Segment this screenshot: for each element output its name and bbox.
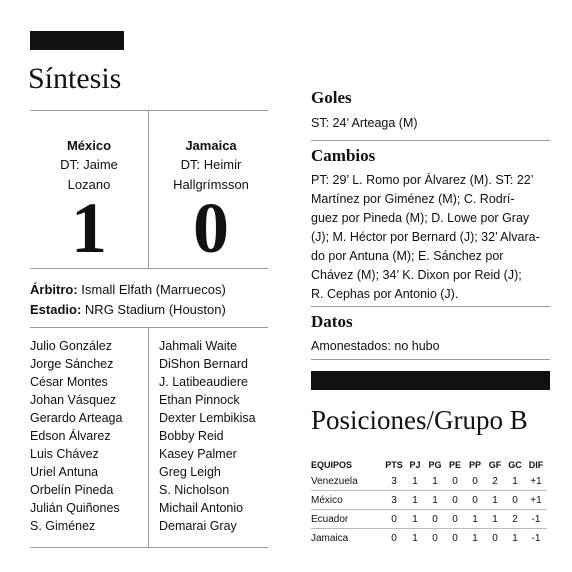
- standings-title: Posiciones/Grupo B: [311, 405, 528, 435]
- player-name: S. Nicholson: [159, 483, 230, 497]
- player-name: Michail Antonio: [159, 501, 244, 515]
- away-score: 0: [193, 188, 229, 268]
- table-row: [311, 510, 547, 529]
- table-cell: 1: [512, 475, 518, 487]
- player-name: Edson Álvarez: [30, 429, 111, 443]
- table-row: [311, 491, 547, 510]
- divider: [30, 327, 268, 328]
- subs-line: R. Cephas por Antonio (J).: [311, 287, 459, 301]
- subs-line: do por Antuna (M); E. Sánchez por: [311, 249, 504, 263]
- table-cell: 0: [505, 491, 525, 510]
- table-cell: 1: [505, 529, 525, 548]
- subs-line: (J); M. Héctor por Bernard (J); 32’ Alvara-: [311, 230, 540, 244]
- divider: [30, 547, 268, 548]
- referee-label: Árbitro:: [30, 282, 78, 297]
- table-cell: Venezuela: [311, 475, 358, 487]
- table-cell: 1: [485, 510, 505, 529]
- divider: [148, 327, 149, 547]
- player-name: Gerardo Arteaga: [30, 411, 123, 425]
- table-cell: 1: [432, 475, 438, 487]
- column-header: GC: [508, 460, 522, 470]
- player-name: Julio González: [30, 339, 112, 353]
- home-team-name: México: [66, 138, 112, 153]
- subs-text: [311, 171, 556, 304]
- section-bar-right: [311, 371, 550, 390]
- table-cell: 1: [425, 491, 445, 510]
- table-cell: 2: [505, 510, 525, 529]
- player-name: S. Giménez: [30, 519, 96, 533]
- column-header: PJ: [409, 460, 421, 470]
- data-heading: Datos: [311, 312, 353, 331]
- player-name: Jorge Sánchez: [30, 357, 114, 371]
- match-info: [30, 280, 270, 320]
- player-name: Demarai Gray: [159, 519, 237, 533]
- table-cell: 1: [465, 510, 485, 529]
- table-cell: 0: [452, 475, 458, 487]
- home-coach: Lozano: [67, 177, 111, 192]
- table-cell: 0: [383, 529, 405, 548]
- stadium-label: Estadio:: [30, 302, 82, 317]
- table-row: [311, 529, 547, 548]
- table-cell: 1: [465, 529, 485, 548]
- table-cell: 0: [485, 529, 505, 548]
- table-cell: +1: [525, 491, 547, 510]
- divider: [30, 110, 268, 111]
- divider: [311, 359, 550, 360]
- table-cell: 0: [445, 510, 465, 529]
- table-cell: 0: [445, 529, 465, 548]
- table-cell: 0: [472, 475, 478, 487]
- player-name: J. Latibeaudiere: [159, 375, 248, 389]
- goals-heading: Goles: [311, 88, 352, 107]
- table-cell: 1: [485, 491, 505, 510]
- column-header: GF: [488, 460, 502, 470]
- table-cell: Jamaica: [311, 529, 383, 548]
- table-cell: 3: [391, 475, 397, 487]
- player-name: Ethan Pinnock: [159, 393, 240, 407]
- player-name: Jahmali Waite: [159, 339, 238, 353]
- table-cell: 0: [445, 491, 465, 510]
- divider: [311, 306, 550, 307]
- synthesis-title: Síntesis: [28, 62, 122, 95]
- player-name: Greg Leigh: [159, 465, 221, 479]
- player-name: Bobby Reid: [159, 429, 224, 443]
- table-cell: 1: [412, 475, 418, 487]
- player-name: Orbelín Pineda: [30, 483, 114, 497]
- column-header: PE: [448, 460, 461, 470]
- column-header: PP: [468, 460, 481, 470]
- table-cell: 2: [492, 475, 498, 487]
- table-cell: +1: [530, 475, 542, 487]
- away-team: [149, 136, 273, 195]
- table-cell: México: [311, 491, 383, 510]
- table-cell: 1: [405, 510, 425, 529]
- column-header: DIF: [528, 460, 544, 470]
- referee-line: [30, 280, 270, 300]
- table-cell: Ecuador: [311, 510, 383, 529]
- section-bar-left: [30, 31, 124, 50]
- player-name: Luis Chávez: [30, 447, 99, 461]
- player-name: Julián Quiñones: [30, 501, 120, 515]
- subs-line: PT: 29’ L. Romo por Álvarez (M). ST: 22’: [311, 173, 534, 187]
- column-header: PG: [428, 460, 442, 470]
- table-cell: 0: [425, 529, 445, 548]
- away-coach: DT: Heimir: [180, 157, 242, 172]
- table-cell: -1: [525, 529, 547, 548]
- away-team-name: Jamaica: [185, 138, 237, 153]
- home-coach: DT: Jaime: [60, 157, 118, 172]
- home-team: [30, 136, 148, 195]
- table-cell: 3: [383, 491, 405, 510]
- table-cell: 0: [425, 510, 445, 529]
- away-coach: Hallgrímsson: [173, 177, 249, 192]
- table-cell: 1: [405, 529, 425, 548]
- stadium-line: [30, 300, 270, 320]
- column-header: EQUIPOS: [311, 460, 353, 470]
- stadium-value: NRG Stadium (Houston): [84, 302, 226, 317]
- table-cell: -1: [525, 510, 547, 529]
- player-name: César Montes: [30, 375, 108, 389]
- table-cell: 0: [383, 510, 405, 529]
- player-name: Johan Vásquez: [30, 393, 117, 407]
- subs-line: guez por Pineda (M); D. Lowe por Gray: [311, 211, 530, 225]
- standings-table: [311, 458, 547, 547]
- away-lineup: [159, 337, 271, 535]
- table-row: [311, 472, 547, 491]
- subs-line: Martínez por Giménez (M); C. Rodrí-: [311, 192, 515, 206]
- table-cell: 1: [405, 491, 425, 510]
- subs-heading: Cambios: [311, 146, 376, 165]
- player-name: Dexter Lembikisa: [159, 411, 256, 425]
- goals-text: ST: 24’ Arteaga (M): [311, 116, 418, 130]
- home-score: 1: [71, 188, 107, 268]
- subs-line: Chávez (M); 34’ K. Dixon por Reid (J);: [311, 268, 522, 282]
- player-name: Kasey Palmer: [159, 447, 237, 461]
- divider: [311, 140, 550, 141]
- home-lineup: [30, 337, 146, 535]
- standings-header-row: [311, 458, 547, 472]
- player-name: Uriel Antuna: [30, 465, 99, 479]
- table-cell: 0: [465, 491, 485, 510]
- column-header: PTS: [385, 460, 403, 470]
- divider: [30, 268, 268, 269]
- data-text: Amonestados: no hubo: [311, 339, 440, 353]
- player-name: DiShon Bernard: [159, 357, 248, 371]
- referee-value: Ismall Elfath (Marruecos): [81, 282, 226, 297]
